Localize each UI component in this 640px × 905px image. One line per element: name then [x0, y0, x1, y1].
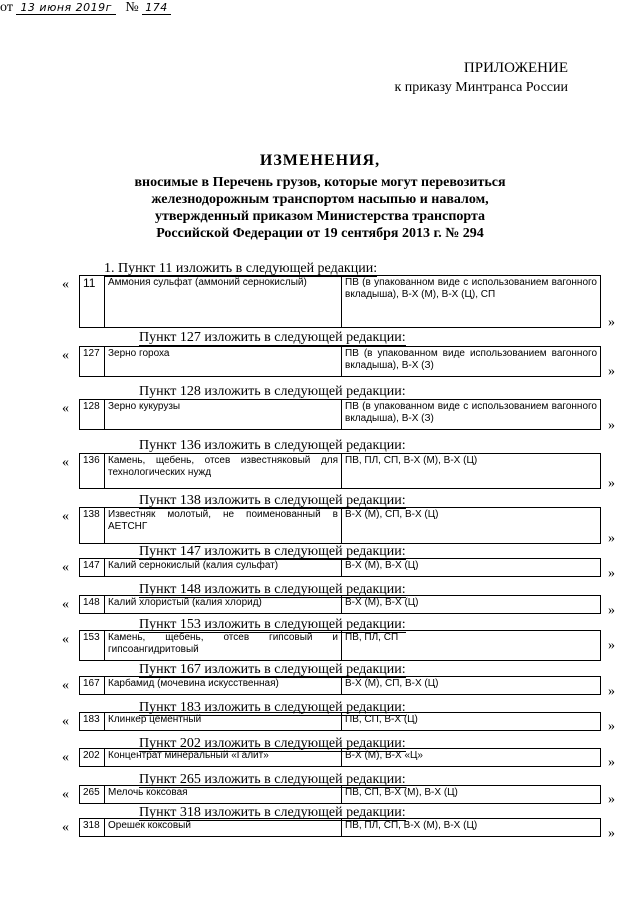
- item-number: 202: [80, 749, 105, 767]
- transport-method: ПВ (в упакованном виде с использованием вагонного вкладыша), В-Х (З): [342, 400, 601, 430]
- transport-method: ПВ, СП, В-Х (М), В-Х (Ц): [342, 786, 601, 804]
- open-quote: «: [62, 509, 69, 524]
- date-prefix: от: [0, 0, 13, 15]
- transport-method: ПВ (в упакованном виде использованием вагонного вкладыша), В-Х (З): [342, 347, 601, 377]
- item-table: [79, 785, 601, 804]
- item-heading: 1. Пункт 11 изложить в следующей редакции:: [104, 261, 378, 276]
- heading-line: Российской Федерации от 19 сентября 2013 г. № 294: [156, 226, 484, 241]
- table-row: [80, 631, 601, 661]
- cargo-name: Калий сернокислый (калия сульфат): [105, 559, 342, 577]
- item-table: [79, 748, 601, 767]
- open-quote: «: [62, 401, 69, 416]
- open-quote: «: [62, 714, 69, 729]
- cargo-name: Аммония сульфат (аммоний сернокислый): [105, 276, 342, 328]
- item-number: 11: [80, 276, 105, 328]
- close-quote: »: [608, 638, 615, 653]
- item-heading: Пункт 265 изложить в следующей редакции:: [139, 772, 406, 787]
- item-heading: Пункт 153 изложить в следующей редакции:: [139, 617, 406, 632]
- close-quote: »: [608, 531, 615, 546]
- cargo-name: Мелочь коксовая: [105, 786, 342, 804]
- item-table: [79, 558, 601, 577]
- close-quote: »: [608, 719, 615, 734]
- table-row: [80, 559, 601, 577]
- item-number: 127: [80, 347, 105, 377]
- handwritten-date: 13 июня 2019г: [16, 1, 115, 15]
- table-row: [80, 508, 601, 544]
- item-heading: Пункт 318 изложить в следующей редакции:: [139, 805, 406, 820]
- open-quote: «: [62, 455, 69, 470]
- cargo-name: Клинкер цементный: [105, 713, 342, 731]
- close-quote: »: [608, 315, 615, 330]
- item-number: 265: [80, 786, 105, 804]
- item-number: 148: [80, 596, 105, 614]
- item-table: [79, 676, 601, 695]
- open-quote: «: [62, 277, 69, 292]
- item-heading: Пункт 147 изложить в следующей редакции:: [139, 544, 406, 559]
- item-table: [79, 595, 601, 614]
- cargo-name: Карбамид (мочевина искусственная): [105, 677, 342, 695]
- item-heading: Пункт 183 изложить в следующей редакции:: [139, 700, 406, 715]
- appendix-date-line: [0, 0, 640, 16]
- transport-method: В-Х (М), В-Х (Ц): [342, 559, 601, 577]
- table-row: [80, 786, 601, 804]
- table-row: [80, 596, 601, 614]
- open-quote: «: [62, 678, 69, 693]
- transport-method: В-Х (М), СП, В-Х (Ц): [342, 508, 601, 544]
- cargo-name: Концентрат минеральный «Галит»: [105, 749, 342, 767]
- close-quote: »: [608, 476, 615, 491]
- table-row: [80, 749, 601, 767]
- item-table: [79, 453, 601, 489]
- item-table: [79, 818, 601, 837]
- close-quote: »: [608, 603, 615, 618]
- heading-title: ИЗМЕНЕНИЯ,: [259, 152, 381, 169]
- close-quote: »: [608, 826, 615, 841]
- item-heading: Пункт 202 изложить в следующей редакции:: [139, 736, 406, 751]
- open-quote: «: [62, 560, 69, 575]
- cargo-name: Камень, щебень, отсев гипсовый и гипсоангидритовый: [105, 631, 342, 661]
- heading-line: железнодорожным транспортом насыпью и навалом,: [151, 192, 489, 207]
- table-row: [80, 713, 601, 731]
- cargo-name: Зерно кукурузы: [105, 400, 342, 430]
- transport-method: ПВ, СП, В-Х (Ц): [342, 713, 601, 731]
- table-row: [80, 400, 601, 430]
- item-table: [79, 275, 601, 328]
- transport-method: В-Х (М), СП, В-Х (Ц): [342, 677, 601, 695]
- appendix-title: ПРИЛОЖЕНИЕ: [463, 60, 568, 76]
- open-quote: «: [62, 597, 69, 612]
- heading-line: вносимые в Перечень грузов, которые могут перевозиться: [134, 175, 506, 190]
- table-row: [80, 454, 601, 489]
- table-row: [80, 819, 601, 837]
- open-quote: «: [62, 632, 69, 647]
- close-quote: »: [608, 566, 615, 581]
- cargo-name: Известняк молотый, не поименованный в АЕТСНГ: [105, 508, 342, 544]
- item-table: [79, 630, 601, 661]
- handwritten-number: 174: [142, 1, 171, 15]
- cargo-name: Камень, щебень, отсев известняковый для технологических нужд: [105, 454, 342, 489]
- table-row: [80, 347, 601, 377]
- open-quote: «: [62, 348, 69, 363]
- heading-line: утвержденный приказом Министерства транспорта: [154, 209, 486, 224]
- cargo-name: Зерно гороха: [105, 347, 342, 377]
- close-quote: »: [608, 684, 615, 699]
- item-number: 128: [80, 400, 105, 430]
- item-table: [79, 712, 601, 731]
- transport-method: В-Х (М), В-Х «Ц»: [342, 749, 601, 767]
- number-label: №: [125, 0, 139, 15]
- item-heading: Пункт 136 изложить в следующей редакции:: [139, 438, 406, 453]
- transport-method: ПВ (в упакованном виде с использованием вагонного вкладыша), В-Х (М), В-Х (Ц), СП: [342, 276, 601, 328]
- transport-method: ПВ, ПЛ, СП, В-Х (М), В-Х (Ц): [342, 454, 601, 489]
- item-table: [79, 399, 601, 430]
- item-heading: Пункт 148 изложить в следующей редакции:: [139, 582, 406, 597]
- appendix-order: к приказу Минтранса России: [394, 80, 568, 95]
- close-quote: »: [608, 364, 615, 379]
- item-table: [79, 346, 601, 377]
- open-quote: «: [62, 787, 69, 802]
- item-number: 153: [80, 631, 105, 661]
- cargo-name: Орешек коксовый: [105, 819, 342, 837]
- item-number: 167: [80, 677, 105, 695]
- item-number: 183: [80, 713, 105, 731]
- transport-method: В-Х (М), В-Х (Ц): [342, 596, 601, 614]
- table-row: [80, 276, 601, 328]
- close-quote: »: [608, 792, 615, 807]
- item-table: [79, 507, 601, 544]
- open-quote: «: [62, 750, 69, 765]
- close-quote: »: [608, 418, 615, 433]
- transport-method: ПВ, ПЛ, СП: [342, 631, 601, 661]
- item-number: 138: [80, 508, 105, 544]
- table-row: [80, 677, 601, 695]
- close-quote: »: [608, 755, 615, 770]
- open-quote: «: [62, 820, 69, 835]
- item-number: 318: [80, 819, 105, 837]
- document-heading: [0, 152, 640, 242]
- item-number: 136: [80, 454, 105, 489]
- item-heading: Пункт 167 изложить в следующей редакции:: [139, 662, 406, 677]
- item-heading: Пункт 127 изложить в следующей редакции:: [139, 330, 406, 345]
- item-heading: Пункт 138 изложить в следующей редакции:: [139, 493, 406, 508]
- item-number: 147: [80, 559, 105, 577]
- item-heading: Пункт 128 изложить в следующей редакции:: [139, 384, 406, 399]
- transport-method: ПВ, ПЛ, СП, В-Х (М), В-Х (Ц): [342, 819, 601, 837]
- cargo-name: Калий хлористый (калия хлорид): [105, 596, 342, 614]
